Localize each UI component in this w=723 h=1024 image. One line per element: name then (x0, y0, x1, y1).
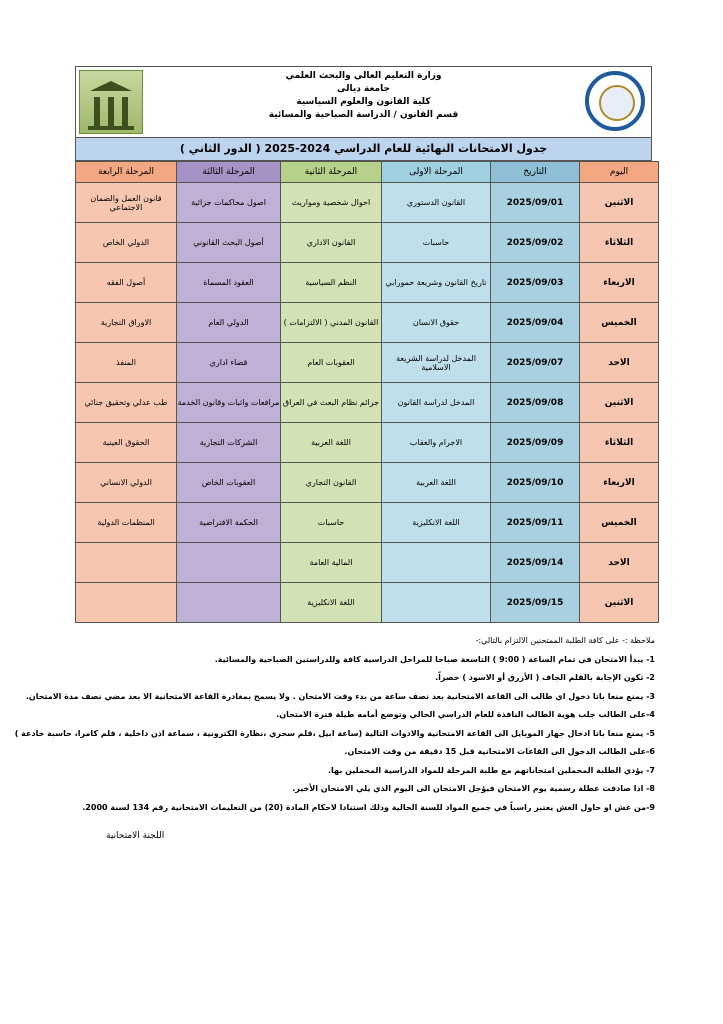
cell-date: 2025/09/15 (491, 583, 580, 623)
cell-date: 2025/09/04 (491, 303, 580, 343)
cell-s3: العقود المسماة (177, 263, 281, 303)
table-header-row (76, 162, 659, 183)
cell-s1: اللغة العربية (382, 463, 491, 503)
university-name: جامعة ديالى (337, 84, 390, 94)
cell-s1: المدخل لدراسة الشريعة الاسلامية (382, 343, 491, 383)
cell-day: الثلاثاء (580, 223, 659, 263)
table-row (76, 543, 659, 583)
cell-s1: تاريخ القانون وشريعة حمورابي (382, 263, 491, 303)
cell-day: الخميس (580, 503, 659, 543)
exam-schedule-sheet (75, 66, 652, 623)
column-header-stage1: المرحلة الاولى (382, 162, 491, 183)
note-item: 1- يبدأ الامتحان في تمام الساعة ( 9:00 ) التاسعة صباحا للمراحل الدراسية كافة وللدراستين الصباحية والمسائية. (214, 654, 655, 664)
department-name: قسم القانون / الدراسة الصباحية والمسائية (268, 110, 459, 120)
cell-s3: العقوبات الخاص (177, 463, 281, 503)
note-item: 7- يؤدي الطلبة المحملين امتحاناتهم مع طلبة المرحلة للمواد الدراسية المحملين بها. (328, 765, 655, 775)
cell-s3: اصول محاكمات جزائية (177, 183, 281, 223)
cell-s2: احوال شخصية ومواريث (281, 183, 382, 223)
cell-s4: الدولي الخاص (76, 223, 177, 263)
cell-s2: العقوبات العام (281, 343, 382, 383)
cell-s3 (177, 543, 281, 583)
note-item: 3- يمنع منعا باتا دخول اي طالب الى القاعة الامتحانية بعد نصف ساعة من بدء وقت الامتحان . ولا يسمح بمغادرة القاعة الامتحانية الا بعد مضي نصف مدة الامتحان. (25, 691, 655, 701)
cell-s4: الاوراق التجارية (76, 303, 177, 343)
table-row (76, 223, 659, 263)
cell-s4: طب عدلي وتحقيق جنائي (76, 383, 177, 423)
cell-s3: أصول البحث القانوني (177, 223, 281, 263)
cell-s2: اللغة العربية (281, 423, 382, 463)
exam-table (75, 161, 659, 623)
cell-s3 (177, 583, 281, 623)
cell-date: 2025/09/01 (491, 183, 580, 223)
cell-day: الاثنين (580, 583, 659, 623)
cell-day: الاحد (580, 543, 659, 583)
cell-s2: حاسبات (281, 503, 382, 543)
column-header-stage3: المرحلة الثالثة (177, 162, 281, 183)
cell-date: 2025/09/09 (491, 423, 580, 463)
note-item: 9-من غش او حاول الغش يعتبر راسباً في جميع المواد للسنة الحالية وذلك استنادا لاحكام المادة (20) من التعليمات الامتحانية رقم 134 لسنة 2000. (82, 802, 655, 812)
cell-day: الاثنين (580, 183, 659, 223)
cell-s4: الدولي الانساني (76, 463, 177, 503)
cell-s3: مرافعات واثبات وقانون الخدمة (177, 383, 281, 423)
table-row (76, 383, 659, 423)
table-row (76, 183, 659, 223)
cell-s3: قضاء اداري (177, 343, 281, 383)
cell-day: الاربعاء (580, 463, 659, 503)
cell-day: الاثنين (580, 383, 659, 423)
university-seal-icon (585, 71, 645, 131)
schedule-title: جدول الامتحانات النهائية للعام الدراسي 2024-2025 ( الدور الثاني ) (75, 137, 652, 161)
cell-s2: القانون الاداري (281, 223, 382, 263)
cell-s2: القانون المدني ( الالتزامات ) (281, 303, 382, 343)
cell-s4: المنفذ (76, 343, 177, 383)
note-item: 4-على الطالب جلب هوية الطالب النافذة للعام الدراسي الحالي وتوضع أمامه طيلة فترة الامتحان. (276, 710, 655, 719)
cell-date: 2025/09/14 (491, 543, 580, 583)
cell-s2: اللغة الانكليزية (281, 583, 382, 623)
table-row (76, 423, 659, 463)
column-header-stage2: المرحلة الثانية (281, 162, 382, 183)
cell-day: الثلاثاء (580, 423, 659, 463)
cell-day: الاربعاء (580, 263, 659, 303)
cell-s1: حقوق الانسان (382, 303, 491, 343)
cell-s4: المنظمات الدولية (76, 503, 177, 543)
cell-s3: الدولي العام (177, 303, 281, 343)
cell-s3: الشركات التجارية (177, 423, 281, 463)
cell-date: 2025/09/07 (491, 343, 580, 383)
cell-date: 2025/09/03 (491, 263, 580, 303)
cell-s3: الحكمة الافتراضية (177, 503, 281, 543)
note-item: 6-على الطالب الدخول الى القاعات الامتحانية قبل 15 دقيقة من وقت الامتحان. (344, 747, 655, 756)
column-header-stage4: المرحلة الرابعة (76, 162, 177, 183)
cell-s4: الحقوق العينية (76, 423, 177, 463)
cell-s1: اللغة الانكليزية (382, 503, 491, 543)
cell-day: الخميس (580, 303, 659, 343)
committee-signature: اللجنة الامتحانية (106, 831, 165, 841)
cell-s2: جرائم نظام البعث في العراق (281, 383, 382, 423)
column-header-day: اليوم (580, 162, 659, 183)
ministry-name: وزارة التعليم العالي والبحث العلمي (285, 71, 442, 81)
cell-s1: المدخل لدراسة القانون (382, 383, 491, 423)
cell-s1 (382, 543, 491, 583)
table-row (76, 263, 659, 303)
cell-s1 (382, 583, 491, 623)
note-item: 2- تكون الإجابة بالقلم الجاف ( الأزرق أو الاسود ) حصراً. (435, 673, 655, 682)
table-row (76, 463, 659, 503)
cell-s2: النظم السياسية (281, 263, 382, 303)
cell-s1: حاسبات (382, 223, 491, 263)
notes-section (14, 632, 655, 817)
note-item: 8- اذا صادفت عطلة رسمية يوم الامتحان فيؤجل الامتحان الى اليوم الذي يلي الامتحان الأخير. (292, 784, 655, 793)
cell-s4 (76, 583, 177, 623)
cell-day: الاحد (580, 343, 659, 383)
cell-s4 (76, 543, 177, 583)
table-row (76, 303, 659, 343)
cell-date: 2025/09/02 (491, 223, 580, 263)
cell-s4: أصول الفقه (76, 263, 177, 303)
notes-lead: ملاحظة :- على كافة الطلبة الممتحنين الالتزام بالتالي:- (475, 636, 655, 645)
column-header-date: التاريخ (491, 162, 580, 183)
cell-s1: القانون الدستوري (382, 183, 491, 223)
cell-s1: الاجرام والعقاب (382, 423, 491, 463)
college-name: كلية القانون والعلوم السياسية (296, 97, 431, 107)
cell-date: 2025/09/10 (491, 463, 580, 503)
cell-s4: قانون العمل والضمان الاجتماعي (76, 183, 177, 223)
table-row (76, 583, 659, 623)
cell-date: 2025/09/11 (491, 503, 580, 543)
table-row (76, 503, 659, 543)
document-header (75, 66, 652, 137)
note-item: 5- يمنع منعا باتا ادخال جهاز الموبايل الى القاعة الامتحانية والادوات التالية (ساعة ابيل ،قلم سحري ،نظارة الكترونية ، سماعة اذن داخلية ، قلم كامرا، حاسبة خادعة ) (14, 728, 655, 738)
cell-s2: القانون التجاري (281, 463, 382, 503)
cell-date: 2025/09/08 (491, 383, 580, 423)
cell-s2: المالية العامة (281, 543, 382, 583)
table-row (76, 343, 659, 383)
